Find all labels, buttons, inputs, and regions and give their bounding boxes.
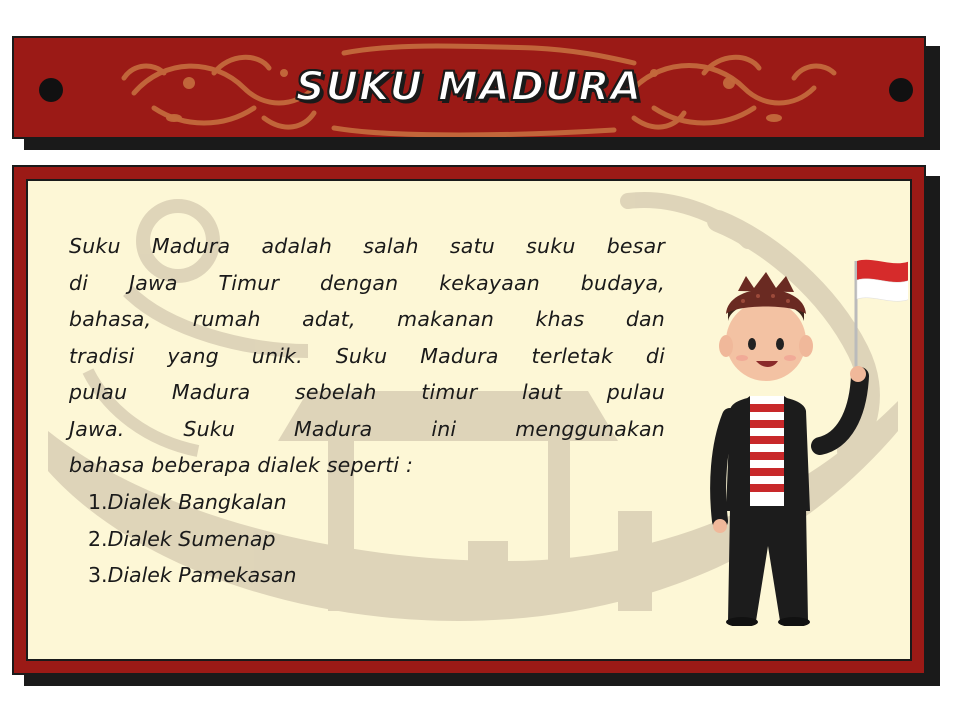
description-line: pulau Madura sebelah timur laut pulau	[69, 380, 665, 404]
list-number: 2.	[88, 526, 108, 551]
list-item	[88, 484, 296, 521]
list-number: 1.	[88, 490, 108, 514]
description-line: bahasa beberapa dialek seperti :	[69, 453, 414, 477]
indonesian-flag-icon	[856, 260, 908, 381]
list-number: 3.	[88, 563, 108, 587]
description-line: Jawa. Suku Madura ini menggunakan	[69, 416, 665, 441]
description-line: tradisi yang unik. Suku Madura terletak di	[69, 343, 665, 368]
list-item	[88, 557, 296, 594]
page-title: SUKU MADURA	[295, 64, 643, 110]
title-banner	[12, 36, 926, 139]
list-label: Dialek Pamekasan	[107, 563, 297, 587]
description-line: Suku Madura adalah salah satu suku besar	[69, 234, 665, 258]
content-panel-frame	[12, 165, 926, 675]
boy-illustration	[708, 246, 908, 626]
list-label: Dialek Bangkalan	[107, 490, 287, 514]
description-line: di Jawa Timur dengan kekayaan budaya,	[69, 270, 665, 295]
list-item	[88, 521, 296, 558]
content-panel	[26, 179, 912, 661]
description-line: bahasa, rumah adat, makanan khas dan	[69, 307, 665, 331]
dialect-list	[88, 484, 296, 594]
list-label: Dialek Sumenap	[107, 526, 276, 551]
description-paragraph	[69, 228, 665, 484]
